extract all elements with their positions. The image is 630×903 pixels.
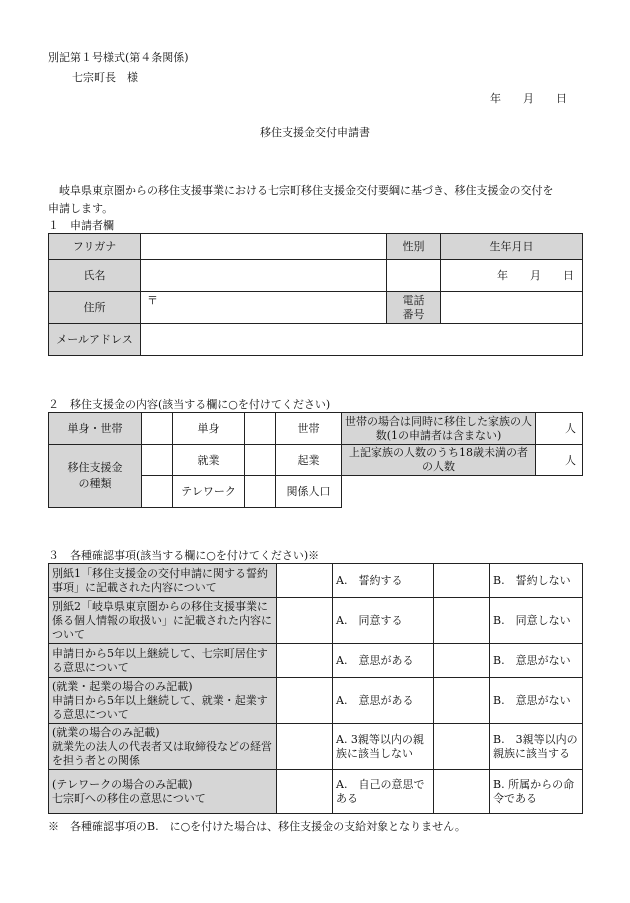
section1-heading: １ 申請者欄 xyxy=(48,219,114,232)
confirm-b-check[interactable] xyxy=(434,724,490,770)
household-option: 世帯 xyxy=(276,413,342,445)
confirm-a-label: A. 自己の意思である xyxy=(333,770,434,814)
applicant-table xyxy=(48,233,583,356)
page-title: 移住支援金交付申請書 xyxy=(260,126,370,139)
confirm-b-check[interactable] xyxy=(434,678,490,724)
confirm-b-label: B. 誓約しない xyxy=(490,564,583,598)
section3-heading: ３ 各種確認事項(該当する欄に○を付けてください)※ xyxy=(48,549,320,562)
phone-label: 電話 番号 xyxy=(387,292,441,324)
employment-label: 就業 xyxy=(173,445,245,476)
confirm-b-label: B. 3親等以内の親族に該当する xyxy=(490,724,583,770)
startup-check[interactable] xyxy=(245,445,276,476)
confirm-b-label: B. 同意しない xyxy=(490,598,583,644)
confirm-b-label: B. 意思がない xyxy=(490,644,583,678)
confirm-a-check[interactable] xyxy=(277,678,333,724)
confirm-b-check[interactable] xyxy=(434,644,490,678)
minor-count-field[interactable] xyxy=(536,445,583,476)
confirm-item: 申請日から5年以上継続して、七宗町居住する意思について xyxy=(49,644,277,678)
confirm-a-label: A. 3親等以内の親族に該当しない xyxy=(333,724,434,770)
employment-check[interactable] xyxy=(142,445,173,476)
section2-heading: ２ 移住支援金の内容(該当する欄に○を付けてください) xyxy=(48,398,331,411)
confirm-item: (就業・起業の場合のみ記載) 申請日から5年以上継続して、就業・起業する意思について xyxy=(49,678,277,724)
confirm-b-check[interactable] xyxy=(434,770,490,814)
birth-field[interactable]: 年 月 日 xyxy=(441,260,583,292)
telework-label: テレワーク xyxy=(173,476,245,508)
telework-check[interactable] xyxy=(142,476,173,508)
addressee: 七宗町長 様 xyxy=(72,71,138,84)
confirm-b-label: B. 意思がない xyxy=(490,678,583,724)
intro-line-1: 岐阜県東京圏からの移住支援事業における七宗町移住支援金交付要綱に基づき、移住支援金の交付を xyxy=(48,184,554,197)
related-label: 関係人口 xyxy=(276,476,342,508)
email-field[interactable] xyxy=(141,324,583,356)
confirm-item: 別紙2「岐阜県東京圏からの移住支援事業に係る個人情報の取扱い」に記載された内容について xyxy=(49,598,277,644)
minor-unit: 人 xyxy=(565,453,576,467)
family-count-field[interactable] xyxy=(536,413,583,445)
confirm-item: (テレワークの場合のみ記載) 七宗町への移住の意思について xyxy=(49,770,277,814)
confirm-b-label: B. 所属からの命令である xyxy=(490,770,583,814)
single-label: 単身 xyxy=(173,413,245,445)
confirm-item: 別紙1「移住支援金の交付申請に関する誓約事項」に記載された内容について xyxy=(49,564,277,598)
startup-label: 起業 xyxy=(276,445,342,476)
confirm-a-label: A. 同意する xyxy=(333,598,434,644)
confirm-b-check[interactable] xyxy=(434,564,490,598)
name-field[interactable] xyxy=(141,260,387,292)
single-check[interactable] xyxy=(142,413,173,445)
family-unit: 人 xyxy=(565,422,576,435)
confirm-a-check[interactable] xyxy=(277,564,333,598)
date-line: 年 月 日 xyxy=(490,92,567,105)
confirm-a-label: A. 意思がある xyxy=(333,644,434,678)
confirm-a-check[interactable] xyxy=(277,770,333,814)
minor-note: 上記家族の人数のうち18歳未満の者の人数 xyxy=(342,445,536,476)
furigana-label: フリガナ xyxy=(49,234,141,260)
birth-label: 生年月日 xyxy=(441,234,583,260)
phone-field[interactable] xyxy=(441,292,583,324)
address-label: 住所 xyxy=(49,292,141,324)
support-type-table xyxy=(48,412,583,508)
intro-line-2: 申請します。 xyxy=(48,202,114,215)
address-field[interactable] xyxy=(141,292,387,324)
confirmation-table xyxy=(48,563,583,814)
confirm-a-check[interactable] xyxy=(277,598,333,644)
postal-mark: 〒 xyxy=(147,294,158,307)
form-label: 別記第１号様式(第４条関係) xyxy=(48,51,189,64)
name-label: 氏名 xyxy=(49,260,141,292)
email-label: メールアドレス xyxy=(49,324,141,356)
footnote: ※ 各種確認事項のB. に○を付けた場合は、移住支援金の支給対象となりません。 xyxy=(48,820,466,833)
confirm-b-check[interactable] xyxy=(434,598,490,644)
furigana-field[interactable] xyxy=(141,234,387,260)
related-check[interactable] xyxy=(245,476,276,508)
confirm-a-label: A. 誓約する xyxy=(333,564,434,598)
type-label: 移住支援金 の種類 xyxy=(49,445,142,508)
confirm-a-check[interactable] xyxy=(277,724,333,770)
gender-field[interactable] xyxy=(387,260,441,292)
gender-label: 性別 xyxy=(387,234,441,260)
confirm-item: (就業の場合のみ記載) 就業先の法人の代表者又は取締役などの経営を担う者との関係 xyxy=(49,724,277,770)
confirm-a-label: A. 意思がある xyxy=(333,678,434,724)
household-check[interactable] xyxy=(245,413,276,445)
confirm-a-check[interactable] xyxy=(277,644,333,678)
household-label: 単身・世帯 xyxy=(49,413,142,445)
family-note: 世帯の場合は同時に移住した家族の人数(1の申請者は含まない) xyxy=(342,413,536,445)
